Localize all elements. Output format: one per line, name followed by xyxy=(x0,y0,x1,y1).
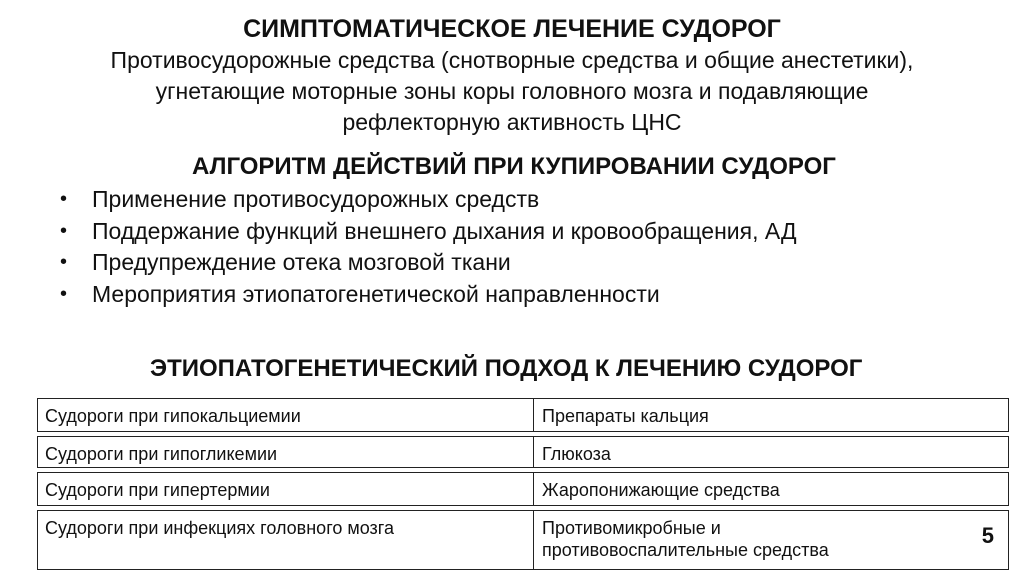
treatment-cell: Препараты кальция xyxy=(542,406,709,426)
condition-cell: Судороги при инфекциях головного мозга xyxy=(38,511,534,569)
approach-title: ЭТИОПАТОГЕНЕТИЧЕСКИЙ ПОДХОД К ЛЕЧЕНИЮ СУДОРОГ xyxy=(150,355,863,382)
page-number: 5 xyxy=(981,523,994,548)
treatment-table xyxy=(37,398,1009,574)
treatment-cell: Глюкоза xyxy=(542,444,611,464)
table-row xyxy=(37,398,1009,432)
list-item xyxy=(60,216,797,248)
list-item xyxy=(60,279,797,311)
treatment-cell-with-page-number xyxy=(534,511,1008,569)
table-row xyxy=(37,472,1009,506)
condition-cell: Судороги при гипертермии xyxy=(38,473,534,505)
slide-title: СИМПТОМАТИЧЕСКОЕ ЛЕЧЕНИЕ СУДОРОГ xyxy=(243,15,781,43)
bullet-icon: • xyxy=(60,282,68,305)
table-row xyxy=(37,510,1009,570)
intro-paragraph xyxy=(0,45,1024,138)
treatment-cell: Противомикробные и противовоспалительные средства xyxy=(542,518,829,560)
list-item xyxy=(60,184,797,216)
list-item-text: Применение противосудорожных средств xyxy=(92,186,540,212)
list-item-text: Мероприятия этиопатогенетической направленности xyxy=(92,280,660,307)
algorithm-title: АЛГОРИТМ ДЕЙСТВИЙ ПРИ КУПИРОВАНИИ СУДОРОГ xyxy=(192,153,836,180)
list-item-text: Предупреждение отека мозговой ткани xyxy=(92,249,511,275)
algorithm-list xyxy=(60,184,797,310)
intro-line: Противосудорожные средства (снотворные средства и общие анестетики), xyxy=(110,47,914,73)
list-item xyxy=(60,247,797,279)
condition-cell: Судороги при гипогликемии xyxy=(38,437,534,467)
bullet-icon: • xyxy=(60,188,68,210)
condition-cell: Судороги при гипокальциемии xyxy=(38,399,534,431)
intro-line: рефлекторную активность ЦНС xyxy=(342,109,682,135)
bullet-icon: • xyxy=(60,251,68,273)
treatment-cell: Жаропонижающие средства xyxy=(542,480,780,500)
bullet-icon: • xyxy=(60,219,68,242)
list-item-text: Поддержание функций внешнего дыхания и кровообращения, АД xyxy=(92,217,797,244)
intro-line: угнетающие моторные зоны коры головного мозга и подавляющие xyxy=(155,78,869,104)
table-row xyxy=(37,436,1009,468)
